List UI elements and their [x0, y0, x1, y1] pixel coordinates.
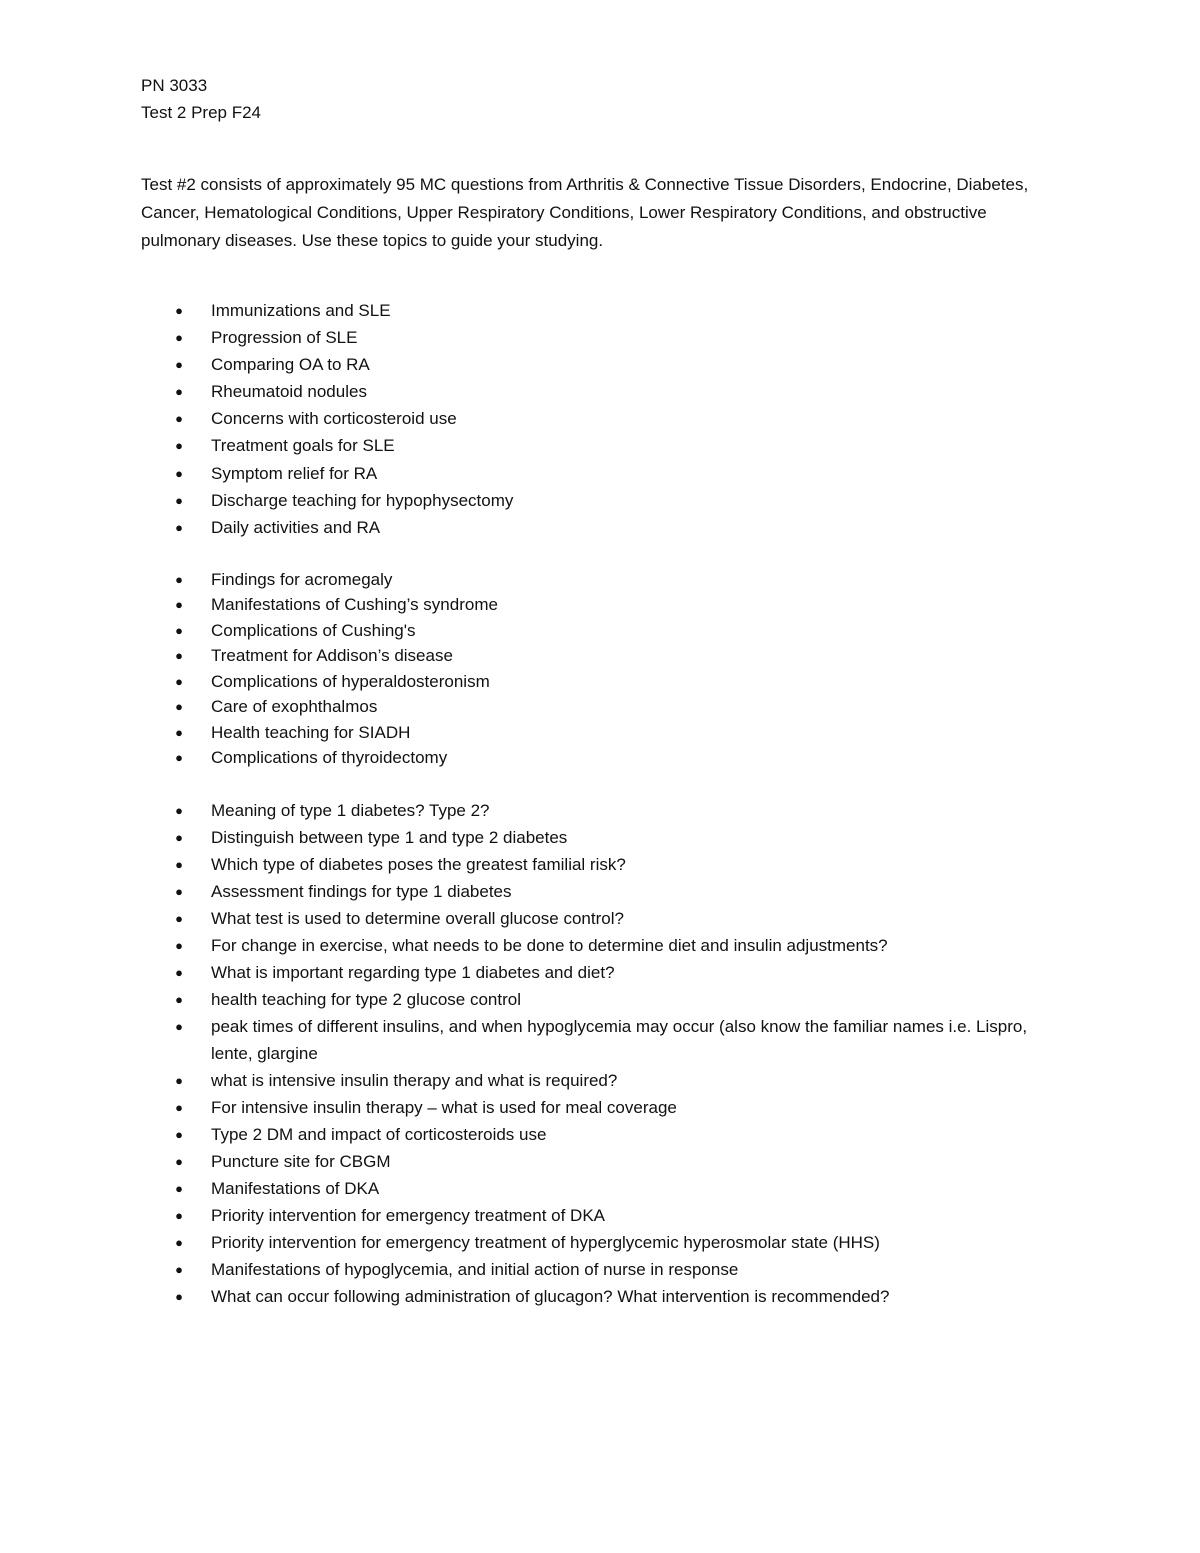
bullet-icon: ● [175, 1099, 183, 1115]
list-item [141, 324, 1041, 351]
list-item-text: peak times of different insulins, and when hypoglycemia may occur (also know the familiar names i.e. Lispro, lente, glargine [211, 1016, 1028, 1063]
bullet-icon: ● [175, 1126, 183, 1142]
list-item-text: Treatment goals for SLE [211, 436, 395, 456]
list-item [141, 378, 1041, 405]
course-code: PN 3033 [141, 76, 208, 95]
list-item [141, 1094, 1041, 1121]
list-item-text: Complications of Cushing's [211, 620, 416, 640]
bullet-icon: ● [175, 384, 183, 400]
bullet-icon: ● [175, 910, 183, 926]
list-item [141, 432, 1041, 459]
list-item-text: Discharge teaching for hypophysectomy [211, 490, 514, 510]
list-item-text: Health teaching for SIADH [211, 722, 411, 742]
list-item-text: health teaching for type 2 glucose control [211, 989, 521, 1009]
bullet-icon: ● [175, 856, 183, 872]
list-item-text: Treatment for Addison’s disease [211, 646, 453, 666]
bullet-icon: ● [175, 1234, 183, 1250]
bullet-icon: ● [175, 411, 183, 427]
bullet-icon: ● [175, 964, 183, 980]
list-item-text: For change in exercise, what needs to be done to determine diet and insulin adjustments? [211, 935, 888, 955]
list-item [141, 878, 1041, 905]
list-item [141, 1229, 1041, 1256]
list-item [141, 592, 1041, 618]
bullet-icon: ● [175, 519, 183, 535]
list-item-text: Manifestations of hypoglycemia, and initial action of nurse in response [211, 1259, 739, 1279]
bullet-icon: ● [175, 303, 183, 318]
bullet-icon: ● [175, 622, 183, 638]
list-item-text: Manifestations of DKA [211, 1178, 380, 1198]
bullet-icon: ● [175, 1180, 183, 1196]
list-item [141, 797, 1041, 824]
document-page [141, 72, 1061, 1310]
bullet-icon: ● [175, 492, 183, 508]
bullet-icon: ● [175, 1207, 183, 1223]
list-item-text: Meaning of type 1 diabetes? Type 2? [211, 800, 490, 820]
list-item [141, 1067, 1041, 1094]
list-item-text: Daily activities and RA [211, 517, 381, 537]
list-item [141, 959, 1041, 986]
bullet-icon: ● [175, 724, 183, 740]
list-item [141, 618, 1041, 644]
bullet-icon: ● [175, 673, 183, 689]
bullet-icon: ● [175, 937, 183, 953]
list-item-text: Distinguish between type 1 and type 2 diabetes [211, 827, 568, 847]
list-item [141, 851, 1041, 878]
list-item-text: For intensive insulin therapy – what is used for meal coverage [211, 1097, 677, 1117]
bullet-icon: ● [175, 829, 183, 845]
list-item-text: What can occur following administration of glucagon? What intervention is recommended? [211, 1286, 890, 1306]
bullet-icon: ● [175, 1261, 183, 1277]
bullet-icon: ● [175, 571, 183, 587]
list-item [141, 986, 1041, 1013]
list-item-text: Progression of SLE [211, 328, 358, 348]
list-item [141, 514, 1041, 541]
list-item [141, 824, 1041, 851]
list-item-text: Priority intervention for emergency treatment of DKA [211, 1205, 605, 1225]
list-item [141, 669, 1041, 695]
list-item [141, 1013, 1041, 1067]
list-item [141, 932, 1041, 959]
list-item [141, 1256, 1041, 1283]
list-item [141, 567, 1041, 593]
list-item [141, 905, 1041, 932]
bullet-icon: ● [175, 597, 183, 613]
intro-paragraph: Test #2 consists of approximately 95 MC questions from Arthritis & Connective Tissue Disorders, Endocrine, Diabetes, Cancer, Hematological Conditions, Upper Respiratory Conditions, Lower Respiratory Conditions, and obstructive pulmonary diseases. Use these topics to guide your studying. [141, 175, 1029, 250]
bullet-icon: ● [175, 330, 183, 346]
list-item-text: Complications of hyperaldosteronism [211, 671, 490, 691]
list-item [141, 460, 1041, 487]
list-item [141, 297, 1041, 324]
list-item [141, 1121, 1041, 1148]
list-item-text: Which type of diabetes poses the greatest familial risk? [211, 854, 626, 874]
endocrine-topic-list [141, 567, 1061, 771]
list-item-text: What test is used to determine overall glucose control? [211, 908, 624, 928]
list-item-text: Findings for acromegaly [211, 569, 393, 589]
bullet-icon: ● [175, 750, 183, 766]
list-item-text: Priority intervention for emergency treatment of hyperglycemic hyperosmolar state (HHS) [211, 1232, 880, 1252]
bullet-icon: ● [175, 465, 183, 481]
list-item [141, 487, 1041, 514]
document-title: Test 2 Prep F24 [141, 103, 262, 122]
list-item [141, 1175, 1041, 1202]
list-item-text: Care of exophthalmos [211, 697, 378, 717]
list-item [141, 720, 1041, 746]
list-item-text: Manifestations of Cushing’s syndrome [211, 595, 498, 615]
bullet-icon: ● [175, 648, 183, 664]
list-item [141, 1148, 1041, 1175]
list-item [141, 351, 1041, 378]
list-item [141, 1202, 1041, 1229]
list-item-text: Symptom relief for RA [211, 463, 378, 483]
bullet-icon: ● [175, 883, 183, 899]
list-item [141, 745, 1041, 771]
list-item [141, 694, 1041, 720]
bullet-icon: ● [175, 699, 183, 715]
bullet-icon: ● [175, 1153, 183, 1169]
list-item-text: Comparing OA to RA [211, 355, 370, 375]
list-item-text: Puncture site for CBGM [211, 1151, 391, 1171]
diabetes-topic-list [141, 797, 1061, 1310]
bullet-icon: ● [175, 802, 183, 818]
list-item-text: Type 2 DM and impact of corticosteroids use [211, 1124, 547, 1144]
bullet-icon: ● [175, 357, 183, 373]
list-item-text: what is intensive insulin therapy and what is required? [211, 1070, 618, 1090]
bullet-icon: ● [175, 1072, 183, 1088]
list-item-text: Assessment findings for type 1 diabetes [211, 881, 512, 901]
list-item-text: Concerns with corticosteroid use [211, 409, 457, 429]
list-item [141, 1283, 1041, 1310]
bullet-icon: ● [175, 438, 183, 454]
list-item-text: Rheumatoid nodules [211, 382, 367, 402]
list-item-text: Complications of thyroidectomy [211, 748, 448, 768]
bullet-icon: ● [175, 1018, 183, 1034]
bullet-icon: ● [175, 991, 183, 1007]
list-item-text: What is important regarding type 1 diabetes and diet? [211, 962, 615, 982]
list-item-text: Immunizations and SLE [211, 301, 391, 320]
bullet-icon: ● [175, 1288, 183, 1304]
list-item [141, 643, 1041, 669]
arthritis-topic-list [141, 297, 1061, 541]
list-item [141, 405, 1041, 432]
